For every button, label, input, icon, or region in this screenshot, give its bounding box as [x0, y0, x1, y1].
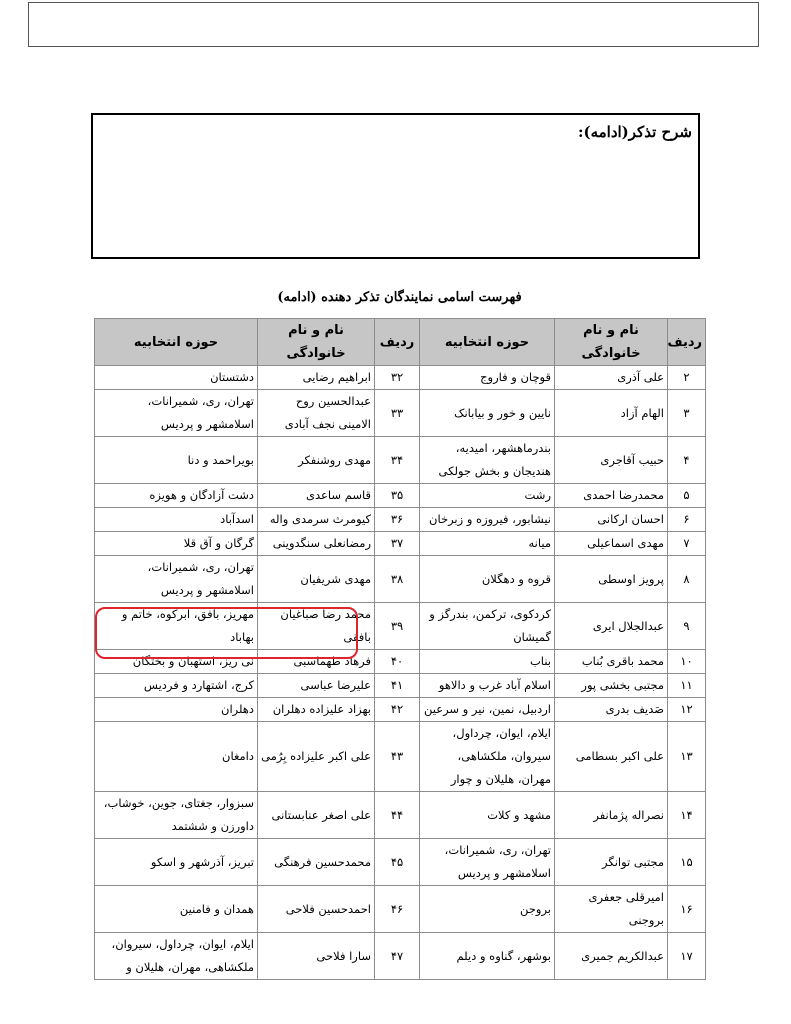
- representative-name: پرویز اوسطی: [555, 556, 668, 603]
- row-number: ۱۲: [668, 698, 706, 722]
- representative-name-2: بهزاد علیزاده دهلران: [258, 698, 375, 722]
- representative-name-2: رمضانعلی سنگدوینی: [258, 532, 375, 556]
- row-number: ۱۰: [668, 650, 706, 674]
- representative-name-2: محمدحسین فرهنگی: [258, 839, 375, 886]
- electoral-district-2: دشت آزادگان و هویزه: [95, 484, 258, 508]
- header-box: [28, 2, 759, 47]
- representative-name: محمد باقری بُناب: [555, 650, 668, 674]
- row-number-2: ۴۶: [375, 886, 420, 933]
- row-number-2: ۳۳: [375, 390, 420, 437]
- electoral-district: بناب: [420, 650, 555, 674]
- representative-name-2: مهدی شریفیان: [258, 556, 375, 603]
- table-row: [95, 674, 706, 698]
- representative-name-2: سارا فلاحی: [258, 933, 375, 980]
- row-number-2: ۴۱: [375, 674, 420, 698]
- electoral-district-2: دشتستان: [95, 366, 258, 390]
- representative-name: حبیب آقاجری: [555, 437, 668, 484]
- representative-name-2: علی اصغر عنابستانی: [258, 792, 375, 839]
- row-number: ۸: [668, 556, 706, 603]
- representative-name: الهام آزاد: [555, 390, 668, 437]
- row-number-2: ۳۶: [375, 508, 420, 532]
- list-title: فهرست اسامی نمایندگان تذکر دهنده (ادامه): [277, 290, 522, 305]
- col-header-district-2: حوزه انتخابیه: [95, 319, 258, 366]
- electoral-district: قروه و دهگلان: [420, 556, 555, 603]
- table-row: [95, 508, 706, 532]
- col-header-row-no-2: ردیف: [375, 319, 420, 366]
- representative-name-2: عبدالحسین روح الامینی نجف آبادی: [258, 390, 375, 437]
- representative-name-2: ابراهیم رضایی: [258, 366, 375, 390]
- representative-name: عبدالجلال ایری: [555, 603, 668, 650]
- representative-name: علی اکبر بسطامی: [555, 722, 668, 792]
- representative-name: مجتبی بخشی پور: [555, 674, 668, 698]
- row-number-2: ۴۰: [375, 650, 420, 674]
- table-row: [95, 792, 706, 839]
- representative-name: عبدالکریم جمیری: [555, 933, 668, 980]
- electoral-district-2: سبزوار، جغتای، جوین، خوشاب، داورزن و ششتمد: [95, 792, 258, 839]
- table-row: [95, 933, 706, 980]
- row-number-2: ۳۲: [375, 366, 420, 390]
- table-body: [95, 366, 706, 980]
- row-number: ۳: [668, 390, 706, 437]
- electoral-district-2: بویراحمد و دنا: [95, 437, 258, 484]
- col-header-name-2: نام و نام خانوادگی: [258, 319, 375, 366]
- representatives-table: [94, 318, 706, 980]
- electoral-district-2: نی ریز، استهبان و بختگان: [95, 650, 258, 674]
- row-number: ۷: [668, 532, 706, 556]
- electoral-district: مشهد و کلات: [420, 792, 555, 839]
- representative-name: محمدرضا احمدی: [555, 484, 668, 508]
- row-number-2: ۴۲: [375, 698, 420, 722]
- representative-name: علی آذری: [555, 366, 668, 390]
- row-number: ۱۶: [668, 886, 706, 933]
- row-number-2: ۳۹: [375, 603, 420, 650]
- table-row: [95, 437, 706, 484]
- electoral-district-2: همدان و فامنین: [95, 886, 258, 933]
- row-number: ۲: [668, 366, 706, 390]
- representative-name: احسان ارکانی: [555, 508, 668, 532]
- electoral-district-2: ایلام، ایوان، چرداول، سیروان، ملکشاهی، مهران، هلیلان و: [95, 933, 258, 980]
- table-row: [95, 366, 706, 390]
- table-row: [95, 390, 706, 437]
- table-row: [95, 698, 706, 722]
- row-number-2: ۴۴: [375, 792, 420, 839]
- row-number: ۱۷: [668, 933, 706, 980]
- note-box: [91, 113, 700, 259]
- representative-name: مهدی اسماعیلی: [555, 532, 668, 556]
- row-number-2: ۳۷: [375, 532, 420, 556]
- electoral-district-2: مهریز، بافق، ابرکوه، خاتم و بهاباد: [95, 603, 258, 650]
- representative-name-2: مهدی روشنفکر: [258, 437, 375, 484]
- electoral-district: اردبیل، نمین، نیر و سرعین: [420, 698, 555, 722]
- note-title: شرح تذکر(ادامه):: [577, 123, 692, 141]
- electoral-district: نیشابور، فیروزه و زبرخان: [420, 508, 555, 532]
- row-number: ۴: [668, 437, 706, 484]
- electoral-district: ایلام، ایوان، چرداول، سیروان، ملکشاهی، مهران، هلیلان و چوار: [420, 722, 555, 792]
- electoral-district: قوچان و فاروج: [420, 366, 555, 390]
- col-header-row-no: ردیف: [668, 319, 706, 366]
- representative-name-2: علی اکبر علیزاده بِرُمی: [258, 722, 375, 792]
- table-row: [95, 722, 706, 792]
- electoral-district-2: تهران، ری، شمیرانات، اسلامشهر و پردیس: [95, 556, 258, 603]
- representative-name-2: کیومرث سرمدی واله: [258, 508, 375, 532]
- row-number: ۱۱: [668, 674, 706, 698]
- table-header-row: [95, 319, 706, 366]
- table-row: [95, 650, 706, 674]
- representative-name: صَدیف بدری: [555, 698, 668, 722]
- representative-name-2: قاسم ساعدی: [258, 484, 375, 508]
- table-row: [95, 886, 706, 933]
- row-number: ۹: [668, 603, 706, 650]
- electoral-district-2: اسدآباد: [95, 508, 258, 532]
- row-number: ۱۵: [668, 839, 706, 886]
- electoral-district: نایین و خور و بیابانک: [420, 390, 555, 437]
- representative-name: امیرقلی جعفری بروجنی: [555, 886, 668, 933]
- electoral-district: بندرماهشهر، امیدیه، هندیجان و بخش جولکی: [420, 437, 555, 484]
- table-row: [95, 556, 706, 603]
- row-number: ۵: [668, 484, 706, 508]
- electoral-district: بروجن: [420, 886, 555, 933]
- row-number-2: ۳۸: [375, 556, 420, 603]
- row-number-2: ۴۳: [375, 722, 420, 792]
- row-number-2: ۳۵: [375, 484, 420, 508]
- electoral-district: رشت: [420, 484, 555, 508]
- representative-name: مجتبی توانگر: [555, 839, 668, 886]
- row-number-2: ۴۷: [375, 933, 420, 980]
- electoral-district: کردکوی، ترکمن، بندرگز و گمیشان: [420, 603, 555, 650]
- electoral-district: بوشهر، گناوه و دیلم: [420, 933, 555, 980]
- electoral-district-2: تبریز، آذرشهر و اسکو: [95, 839, 258, 886]
- table-row: [95, 484, 706, 508]
- row-number: ۱۴: [668, 792, 706, 839]
- table-row: [95, 839, 706, 886]
- table-row: [95, 532, 706, 556]
- electoral-district: میانه: [420, 532, 555, 556]
- representative-name-2: احمدحسین فلاحی: [258, 886, 375, 933]
- row-number-2: ۳۴: [375, 437, 420, 484]
- electoral-district-2: کرج، اشتهارد و فردیس: [95, 674, 258, 698]
- row-number: ۶: [668, 508, 706, 532]
- electoral-district: اسلام آباد غرب و دالاهو: [420, 674, 555, 698]
- row-number: ۱۳: [668, 722, 706, 792]
- col-header-name: نام و نام خانوادگی: [555, 319, 668, 366]
- representative-name-2: فرهاد طهماسبی: [258, 650, 375, 674]
- table-row: [95, 603, 706, 650]
- row-number-2: ۴۵: [375, 839, 420, 886]
- representative-name: نصراله پژمانفر: [555, 792, 668, 839]
- representative-name-2: محمد رضا صباغیان بافقی: [258, 603, 375, 650]
- electoral-district-2: تهران، ری، شمیرانات، اسلامشهر و پردیس: [95, 390, 258, 437]
- electoral-district: تهران، ری، شمیرانات، اسلامشهر و پردیس: [420, 839, 555, 886]
- representative-name-2: علیرضا عباسی: [258, 674, 375, 698]
- electoral-district-2: گرگان و آق قلا: [95, 532, 258, 556]
- electoral-district-2: دامغان: [95, 722, 258, 792]
- electoral-district-2: دهلران: [95, 698, 258, 722]
- col-header-district: حوزه انتخابیه: [420, 319, 555, 366]
